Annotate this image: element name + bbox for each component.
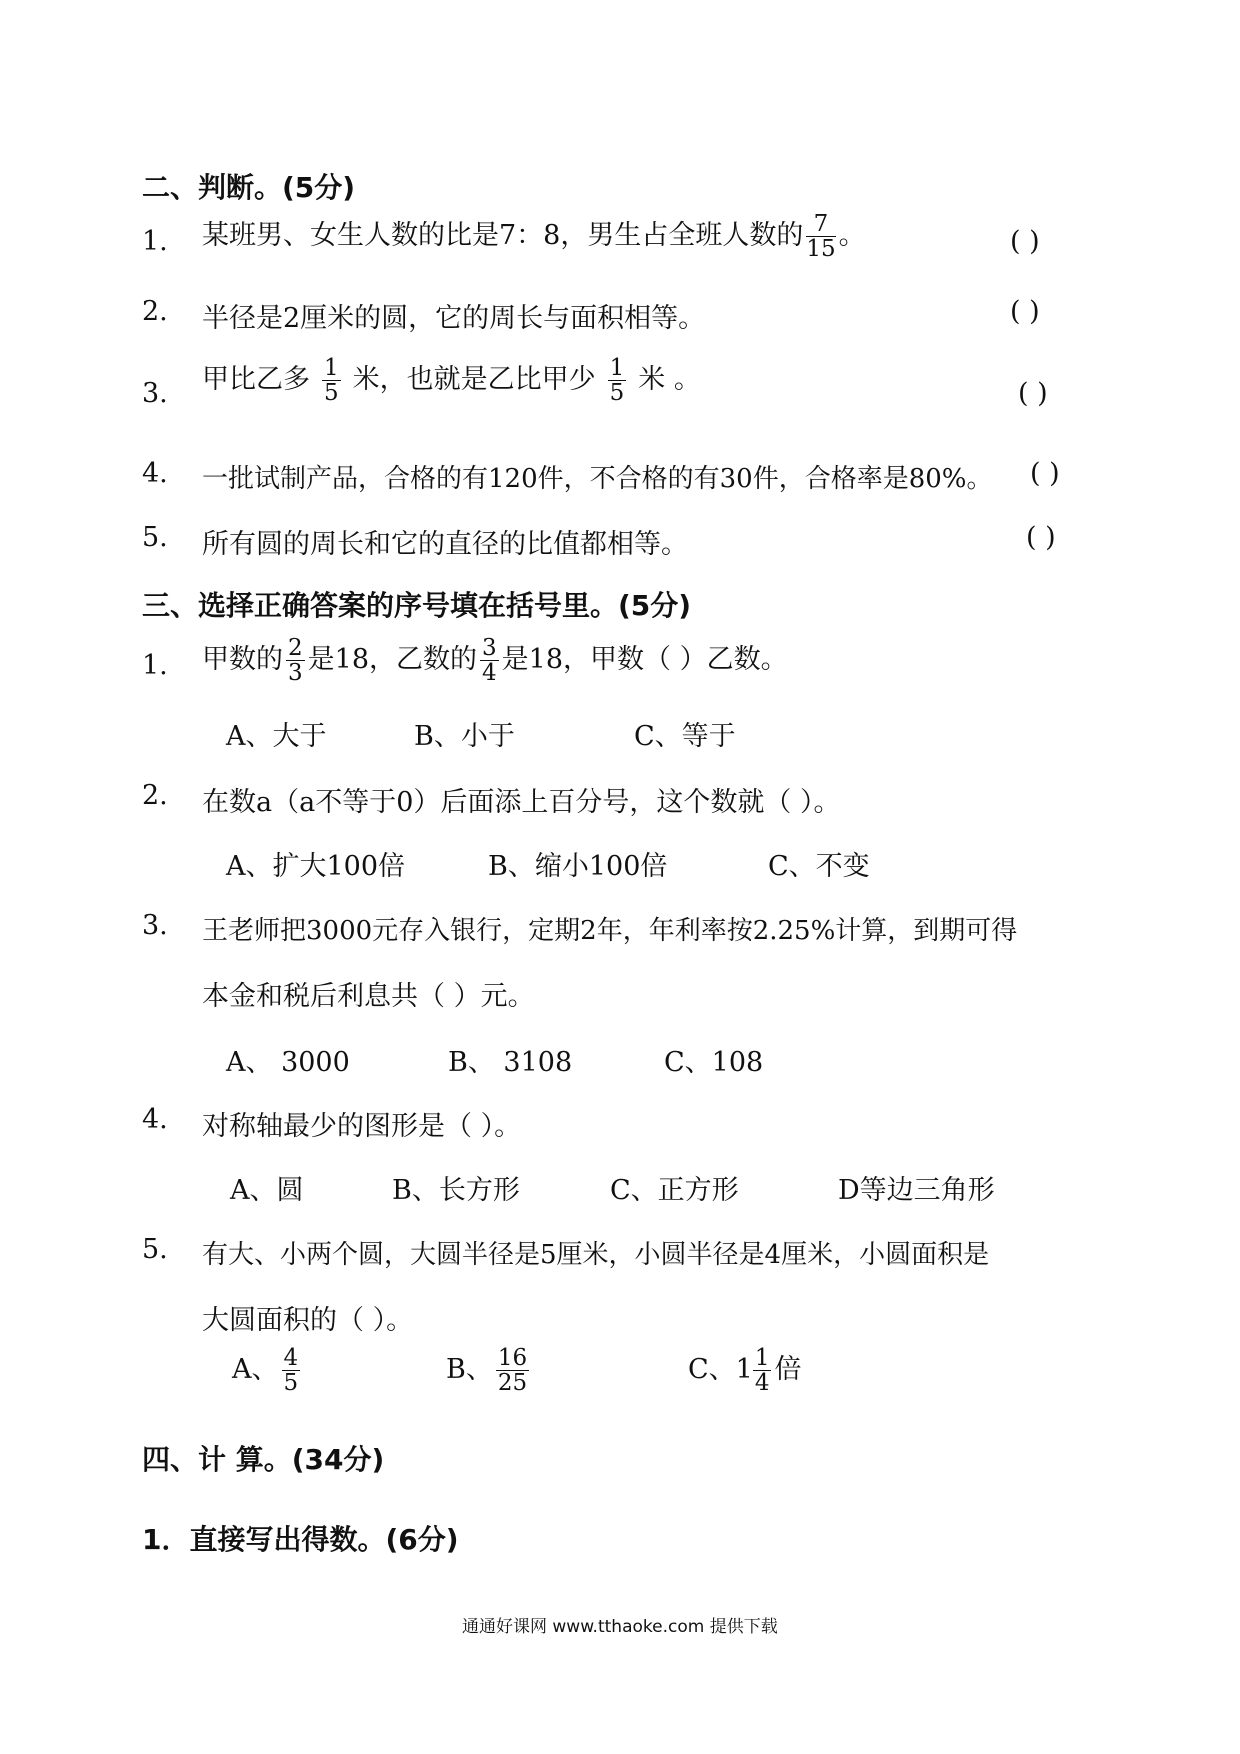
s3-q2-option-b[interactable]: B、缩小100倍 xyxy=(488,851,668,882)
s3-q4-text: 对称轴最少的图形是（ ）。 xyxy=(202,1111,522,1142)
s2-q1-number: 1. xyxy=(142,226,168,257)
s3-q4-option-c[interactable]: C、正方形 xyxy=(610,1175,739,1206)
s2-q2-text: 半径是2厘米的圆，它的周长与面积相等。 xyxy=(202,303,706,334)
s3-q3-option-b[interactable]: B、 3108 xyxy=(448,1047,573,1078)
s3-q3-option-a[interactable]: A、 3000 xyxy=(226,1047,350,1078)
s3-q5-line2: 大圆面积的（ ）。 xyxy=(202,1305,414,1336)
fraction: $\frac{4}{5}$ xyxy=(283,1345,299,1397)
s3-q3-line2: 本金和税后利息共（ ）元。 xyxy=(202,981,535,1012)
s2-q1-text: 某班男、女生人数的比是7：8，男生占全班人数的 $\frac{7}{15}$ 。 xyxy=(202,211,866,263)
s3-q3-number: 3. xyxy=(142,910,168,941)
section-4-subtitle: 1．直接写出得数。(6分) xyxy=(142,1523,459,1556)
s3-q4-number: 4. xyxy=(142,1104,168,1135)
s3-q2-text: 在数a（a不等于0）后面添上百分号，这个数就（ ）。 xyxy=(202,787,841,818)
s2-q3-number: 3. xyxy=(142,378,168,409)
fraction: $\frac{1}{4}$ xyxy=(754,1345,770,1397)
s2-q2-answer-paren[interactable]: ( ) xyxy=(1010,296,1040,327)
s3-q5-line1: 有大、小两个圆，大圆半径是5厘米，小圆半径是4厘米，小圆面积是 xyxy=(202,1240,990,1270)
s3-q4-option-d[interactable]: D等边三角形 xyxy=(838,1175,995,1206)
section-4-title: 四、计 算。(34分) xyxy=(142,1443,385,1476)
fraction: $\frac{7}{15}$ xyxy=(806,211,836,263)
section-3-title: 三、选择正确答案的序号填在括号里。(5分) xyxy=(142,589,692,622)
fraction: $\frac{1}{5}$ xyxy=(324,355,339,407)
fraction: $\frac{3}{4}$ xyxy=(482,635,497,687)
s3-q4-option-a[interactable]: A、圆 xyxy=(230,1175,304,1206)
s2-q4-answer-paren[interactable]: ( ) xyxy=(1030,458,1060,489)
s2-q3-text: 甲比乙多 $\frac{1}{5}$ 米，也就是乙比甲少 $\frac{1}{5}$ 米 。 xyxy=(202,355,701,407)
s3-q1-text: 甲数的 $\frac{2}{3}$ 是18，乙数的 $\frac{3}{4}$ 是18，甲数（ ）乙数。 xyxy=(202,635,788,687)
s2-q5-number: 5. xyxy=(142,522,168,553)
s3-q3-option-c[interactable]: C、108 xyxy=(664,1047,764,1078)
s2-q1-answer-paren[interactable]: ( ) xyxy=(1010,226,1040,257)
s2-q4-number: 4. xyxy=(142,458,168,489)
s2-q3-answer-paren[interactable]: ( ) xyxy=(1018,378,1048,409)
s2-q5-text: 所有圆的周长和它的直径的比值都相等。 xyxy=(202,529,688,560)
s3-q2-option-a[interactable]: A、扩大100倍 xyxy=(226,851,406,882)
s2-q5-answer-paren[interactable]: ( ) xyxy=(1026,522,1056,553)
s3-q5-number: 5. xyxy=(142,1234,168,1265)
s2-q4-text: 一批试制产品，合格的有120件，不合格的有30件，合格率是80%。 xyxy=(202,464,993,494)
s3-q1-number: 1. xyxy=(142,650,168,681)
s3-q2-option-c[interactable]: C、不变 xyxy=(768,851,870,882)
section-2-title: 二、判断。(5分) xyxy=(142,171,356,204)
s3-q1-option-c[interactable]: C、等于 xyxy=(634,721,736,752)
s3-q5-option-b[interactable]: B、 $\frac{16}{25}$ xyxy=(446,1345,528,1397)
s3-q4-option-b[interactable]: B、长方形 xyxy=(392,1175,520,1206)
s3-q1-option-a[interactable]: A、大于 xyxy=(226,721,327,752)
s3-q2-number: 2. xyxy=(142,780,168,811)
s3-q5-option-c[interactable]: C、1 $\frac{1}{4}$ 倍 xyxy=(688,1345,802,1397)
page-footer: 通通好课网 www.tthaoke.com 提供下载 xyxy=(462,1617,778,1637)
s2-q2-number: 2. xyxy=(142,296,168,327)
fraction: $\frac{2}{3}$ xyxy=(288,635,303,687)
s3-q3-line1: 王老师把3000元存入银行，定期2年，年利率按2.25%计算，到期可得 xyxy=(202,916,1018,946)
fraction: $\frac{1}{5}$ xyxy=(609,355,625,407)
fraction: $\frac{16}{25}$ xyxy=(497,1345,528,1397)
s3-q5-option-a[interactable]: A、 $\frac{4}{5}$ xyxy=(232,1345,299,1397)
s3-q1-option-b[interactable]: B、小于 xyxy=(414,721,515,752)
